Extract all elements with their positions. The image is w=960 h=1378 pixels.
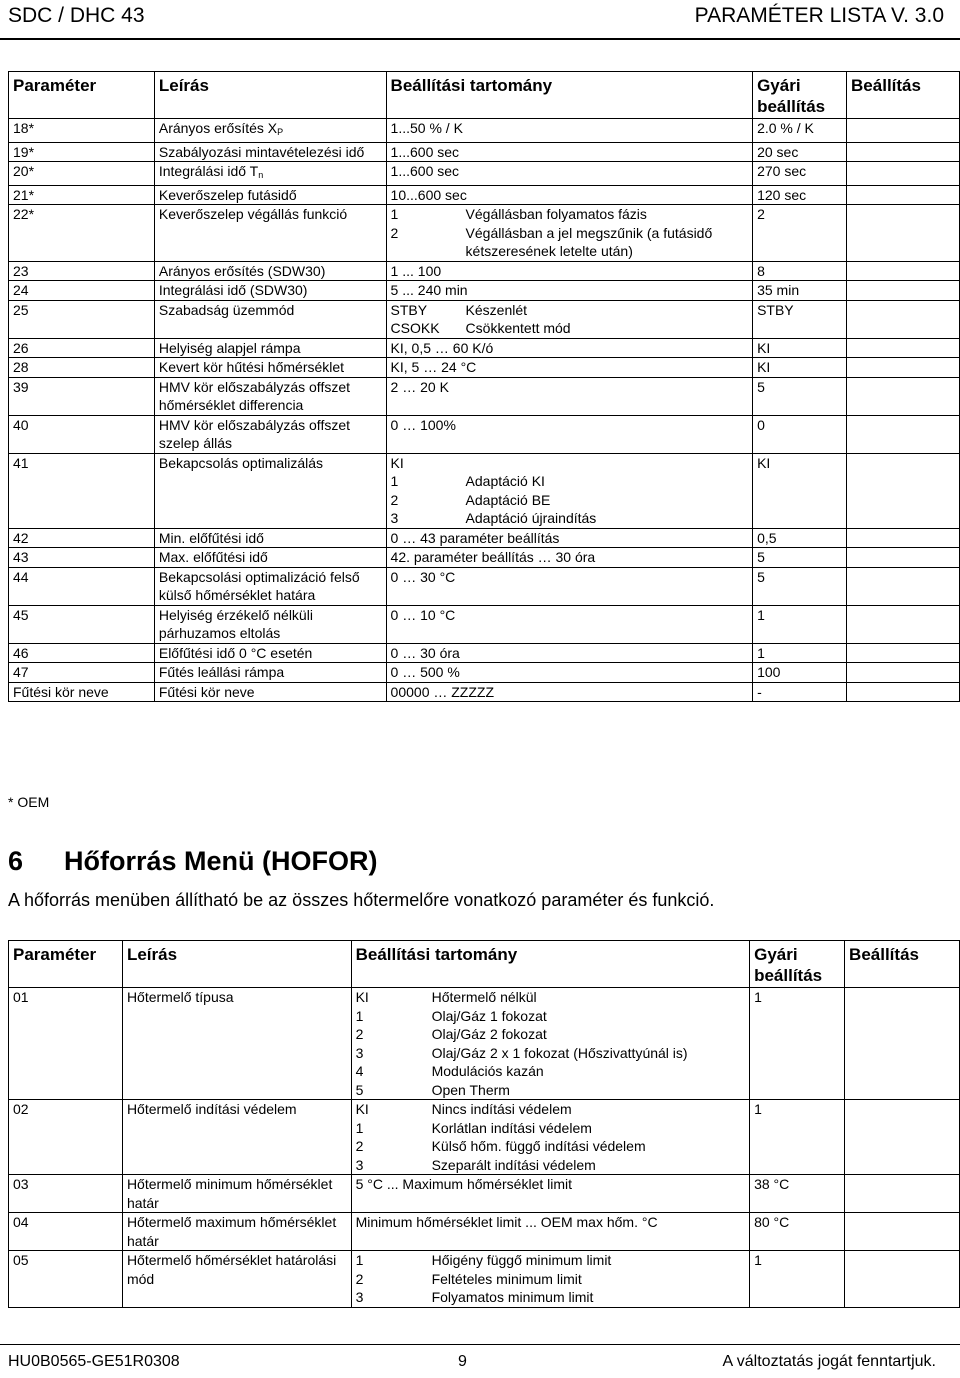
table-row [9,988,960,1100]
param-range: 00000 … ZZZZZ [386,682,753,702]
desc-subscript: P [277,127,284,137]
param-setting[interactable] [847,682,960,702]
footer-divider [0,1344,960,1345]
option-label: Végállásban a jel megszűnik (a futásidő kétszeresének letelte után) [465,224,713,259]
param-range [351,1251,750,1308]
table-row [9,358,960,378]
param-desc: Hőtermelő minimum hőmérséklet határ [122,1175,351,1213]
desc-text: Integrálási idő T [158,163,259,179]
option-key: KI [355,1101,369,1117]
header-setting: Beállítás [847,72,960,119]
page-number: 9 [458,1353,467,1370]
param-range [351,1100,750,1175]
param-range: 0 … 500 % [386,663,753,683]
footer-disclaimer: A változtatás jogát fenntartjuk. [722,1353,936,1370]
param-desc: HMV kör előszabályzás offszet hőmérséklet differencia [154,377,386,415]
param-desc: Fűtési kör neve [154,682,386,702]
table-header [9,941,960,988]
table-row [9,205,960,262]
param-id: 19* [9,142,155,162]
param-desc: Kevert kör hűtési hőmérséklet [154,358,386,378]
range-option [391,472,749,491]
option-key: 1 [390,206,399,222]
param-default: KI [753,338,847,358]
document-title: PARAMÉTER LISTA V. 3.0 [694,4,944,27]
param-default: 20 sec [753,142,847,162]
option-label: Folyamatos minimum limit [431,1289,594,1305]
param-setting[interactable] [847,453,960,528]
param-default: 5 [753,548,847,568]
param-desc: Hőtermelő indítási védelem [122,1100,351,1175]
range-option [391,301,749,320]
param-desc: HMV kör előszabályzás offszet szelep állás [154,415,386,453]
table-row [9,300,960,338]
param-desc: Hőtermelő típusa [122,988,351,1100]
option-label: Csökkentett mód [465,320,571,336]
param-desc: Helyiség érzékelő nélküli párhuzamos eltolás [154,605,386,643]
range-option [356,1044,746,1063]
param-setting[interactable] [847,119,960,143]
param-setting[interactable] [847,338,960,358]
param-setting[interactable] [847,162,960,186]
option-key: 3 [355,1289,364,1305]
param-id: 47 [9,663,155,683]
param-id: 42 [9,528,155,548]
table-row [9,1175,960,1213]
range-option [356,1156,746,1175]
param-id: 01 [9,988,123,1100]
param-range: Minimum hőmérséklet limit ... OEM max hőm. °C [351,1213,750,1251]
param-desc: Bekapcsolás optimalizálás [154,453,386,528]
param-default: - [753,682,847,702]
param-default: 35 min [753,281,847,301]
option-label: Olaj/Gáz 2 fokozat [431,1026,547,1042]
param-id: Fűtési kör neve [9,682,155,702]
param-setting[interactable] [847,358,960,378]
range-option [391,509,749,528]
param-id: 22* [9,205,155,262]
param-setting[interactable] [847,605,960,643]
page-header [8,4,952,32]
range-option [356,1288,746,1307]
range-option [356,1270,746,1289]
option-key: 1 [355,1007,364,1024]
param-default: 270 sec [753,162,847,186]
header-default: Gyári beállítás [753,72,847,119]
param-id: 24 [9,281,155,301]
param-range [386,300,753,338]
param-default: 1 [753,605,847,643]
option-label: Open Therm [431,1081,510,1098]
param-id: 21* [9,185,155,205]
param-default: 8 [753,261,847,281]
footer-doc-code: HU0B0565-GE51R0308 [8,1353,180,1370]
param-range: 1...600 sec [386,142,753,162]
param-range: 1...600 sec [386,162,753,186]
option-label: Olaj/Gáz 1 fokozat [431,1007,547,1024]
param-range [351,988,750,1100]
table-row [9,338,960,358]
param-range: 0 … 30 °C [386,567,753,605]
desc-subscript: n [258,170,264,180]
param-setting[interactable] [847,261,960,281]
option-label: Hőtermelő nélkül [431,989,537,1005]
param-range: 0 … 10 °C [386,605,753,643]
section-title: Hőforrás Menü (HOFOR) [64,846,378,876]
section-description: A hőforrás menüben állítható be az összes hőtermelőre vonatkozó paraméter és funkció. [8,890,715,910]
param-id: 40 [9,415,155,453]
param-id: 25 [9,300,155,338]
param-default: 100 [753,663,847,683]
table-row [9,1100,960,1175]
param-default: KI [753,453,847,528]
param-desc: Hőtermelő hőmérséklet határolási mód [122,1251,351,1308]
option-key: 2 [355,1138,364,1154]
param-setting[interactable] [845,1175,960,1213]
param-desc: Max. előfűtési idő [154,548,386,568]
param-default: 5 [753,377,847,415]
param-range: 2 … 20 K [386,377,753,415]
param-desc [154,162,386,186]
param-id: 04 [9,1213,123,1251]
option-label: Nincs indítási védelem [431,1101,572,1117]
range-option [356,1119,746,1138]
param-desc: Arányos erősítés (SDW30) [154,261,386,281]
option-key: 3 [355,1156,364,1173]
param-range: 0 … 30 óra [386,643,753,663]
param-default: 38 °C [750,1175,845,1213]
param-id: 28 [9,358,155,378]
option-key: STBY [390,301,428,318]
header-param: Paraméter [9,941,123,988]
range-option [356,1100,746,1119]
desc-text: Arányos erősítés X [158,120,278,136]
param-id: 41 [9,453,155,528]
param-id: 18* [9,119,155,143]
param-default: 1 [753,643,847,663]
table-row [9,567,960,605]
param-default: 120 sec [753,185,847,205]
header-range: Beállítási tartomány [351,941,750,988]
param-setting[interactable] [847,281,960,301]
table-row [9,605,960,643]
param-default: 2 [753,205,847,262]
param-id: 39 [9,377,155,415]
table-row [9,453,960,528]
param-range: 42. paraméter beállítás … 30 óra [386,548,753,568]
range-option [391,224,749,261]
option-key: KI [355,989,369,1005]
param-range: 0 … 100% [386,415,753,453]
param-setting[interactable] [847,528,960,548]
range-option [356,1007,746,1026]
table-row [9,142,960,162]
param-range: 10...600 sec [386,185,753,205]
section-heading [8,846,378,877]
param-id: 02 [9,1100,123,1175]
param-range [386,205,753,262]
option-key: 2 [390,224,399,241]
param-default: 80 °C [750,1213,845,1251]
param-desc: Bekapcsolási optimalizáció felső külső hőmérséklet határa [154,567,386,605]
option-key: 4 [355,1063,364,1079]
param-setting[interactable] [847,205,960,262]
table-row [9,162,960,186]
header-param: Paraméter [9,72,155,119]
option-label: Adaptáció KI [465,473,545,489]
param-id: 46 [9,643,155,663]
param-desc: Fűtés leállási rámpa [154,663,386,683]
param-setting[interactable] [847,185,960,205]
param-id: 23 [9,261,155,281]
param-range: 1 ... 100 [386,261,753,281]
range-option [391,319,749,338]
document-code: SDC / DHC 43 [8,4,145,27]
table-row [9,377,960,415]
param-setting[interactable] [847,415,960,453]
param-default: STBY [753,300,847,338]
table-row [9,281,960,301]
range-option [391,491,749,510]
table-row [9,119,960,143]
option-label: Korlátlan indítási védelem [431,1119,592,1136]
param-setting[interactable] [847,663,960,683]
table-row [9,682,960,702]
param-id: 45 [9,605,155,643]
header-default: Gyári beállítás [750,941,845,988]
table-row [9,1251,960,1308]
table-row [9,1213,960,1251]
param-range [386,453,753,528]
option-key: 2 [355,1270,364,1287]
option-key: 3 [390,510,399,526]
param-setting[interactable] [847,548,960,568]
section-number: 6 [8,846,24,876]
header-desc: Leírás [122,941,351,988]
range-option [356,1251,746,1270]
param-desc [154,119,386,143]
param-range: 0 … 43 paraméter beállítás [386,528,753,548]
param-id: 05 [9,1251,123,1308]
param-desc: Hőtermelő maximum hőmérséklet határ [122,1213,351,1251]
header-setting: Beállítás [845,941,960,988]
option-key: 1 [355,1252,364,1268]
param-default: 1 [750,1100,845,1175]
param-default: 1 [750,1251,845,1308]
param-id: 03 [9,1175,123,1213]
param-range: KI, 5 … 24 °C [386,358,753,378]
param-default: 1 [750,988,845,1100]
parameter-table-1 [8,71,960,702]
option-label: Végállásban folyamatos fázis [465,206,647,222]
header-divider [0,38,960,40]
option-key: 2 [355,1026,364,1042]
param-setting[interactable] [845,988,960,1100]
range-option [356,1025,746,1044]
header-desc: Leírás [154,72,386,119]
option-label: Feltételes minimum limit [431,1270,582,1287]
param-range: 5 °C ... Maximum hőmérséklet limit [351,1175,750,1213]
range-option [356,1062,746,1081]
option-label: Hőigény függő minimum limit [431,1252,612,1268]
option-label: Olaj/Gáz 2 x 1 fokozat (Hőszivattyúnál is) [431,1044,688,1061]
table-row [9,663,960,683]
param-desc: Min. előfűtési idő [154,528,386,548]
param-desc: Helyiség alapjel rámpa [154,338,386,358]
param-range: KI, 0,5 … 60 K/ó [386,338,753,358]
param-range: 5 ... 240 min [386,281,753,301]
range-value: KI [390,454,404,471]
param-default: 0 [753,415,847,453]
option-key: 5 [355,1081,364,1098]
param-setting[interactable] [847,142,960,162]
table-row [9,548,960,568]
param-desc: Keverőszelep futásidő [154,185,386,205]
table-header [9,72,960,119]
option-key: 2 [390,491,399,508]
option-label: Modulációs kazán [431,1063,544,1079]
table-row [9,415,960,453]
option-label: Készenlét [465,301,528,318]
option-label: Adaptáció BE [465,491,551,508]
param-setting[interactable] [847,567,960,605]
param-setting[interactable] [845,1251,960,1308]
option-key: 1 [390,473,399,489]
option-label: Szeparált indítási védelem [431,1156,596,1173]
param-setting[interactable] [847,377,960,415]
param-default: KI [753,358,847,378]
param-id: 26 [9,338,155,358]
param-desc: Szabályozási mintavételezési idő [154,142,386,162]
param-default: 2.0 % / K [753,119,847,143]
param-setting[interactable] [847,300,960,338]
param-default: 5 [753,567,847,605]
footnote: * OEM [8,794,50,810]
option-key: 3 [355,1044,364,1061]
param-desc: Keverőszelep végállás funkció [154,205,386,262]
range-option [356,1137,746,1156]
parameter-table-2 [8,940,960,1308]
option-label: Külső hőm. függő indítási védelem [431,1138,646,1154]
range-option [356,988,746,1007]
table-row [9,185,960,205]
range-option [391,205,749,224]
param-id: 43 [9,548,155,568]
param-desc: Előfűtési idő 0 °C esetén [154,643,386,663]
param-desc: Szabadság üzemmód [154,300,386,338]
option-key: 1 [355,1119,364,1136]
range-option [356,1081,746,1100]
table-row [9,261,960,281]
table-row [9,528,960,548]
param-desc: Integrálási idő (SDW30) [154,281,386,301]
param-setting[interactable] [845,1100,960,1175]
param-setting[interactable] [845,1213,960,1251]
param-default: 0,5 [753,528,847,548]
param-setting[interactable] [847,643,960,663]
param-id: 20* [9,162,155,186]
header-range: Beállítási tartomány [386,72,753,119]
table-row [9,643,960,663]
param-id: 44 [9,567,155,605]
param-range: 1...50 % / K [386,119,753,143]
option-label: Adaptáció újraindítás [465,510,597,526]
option-key: CSOKK [390,320,440,336]
